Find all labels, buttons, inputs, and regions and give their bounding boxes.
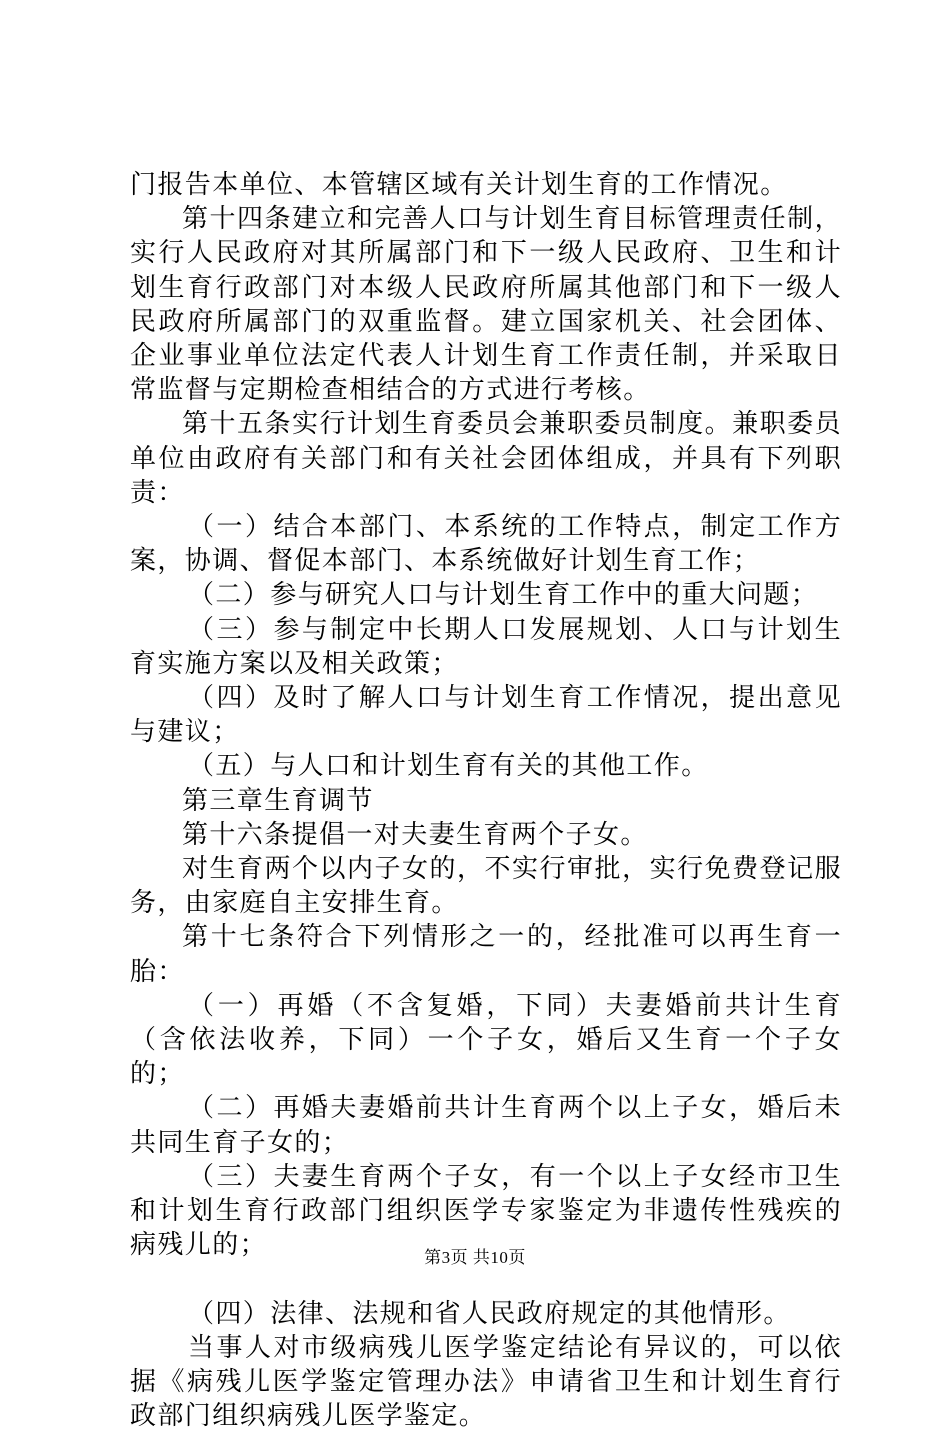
paragraph-article-17-item-2: （二）再婚夫妻婚前共计生育两个以上子女，婚后未共同生育子女的； [130, 1093, 842, 1158]
paragraph-article-15: 第十五条实行计划生育委员会兼职委员制度。兼职委员单位由政府有关部门和有关社会团体组成，并具有下列职责： [130, 409, 842, 508]
paragraph-appeal: 当事人对市级病残儿医学鉴定结论有异议的，可以依据《病残儿医学鉴定管理办法》申请省卫生和计划生育行政部门组织病残儿医学鉴定。 [130, 1332, 842, 1432]
paragraph-continuation: 门报告本单位、本管辖区域有关计划生育的工作情况。 [130, 170, 788, 200]
paragraph-article-17-item-1: （一）再婚（不含复婚，下同）夫妻婚前共计生育（含依法收养，下同）一个子女，婚后又生育一个子女的； [130, 990, 842, 1090]
paragraph-article-15-item-3: （三）参与制定中长期人口发展规划、人口与计划生育实施方案以及相关政策； [130, 614, 842, 679]
paragraph-article-17-item-3: （三）夫妻生育两个子女，有一个以上子女经市卫生和计划生育行政部门组织医学专家鉴定为非遗传性残疾的病残儿的； [130, 1161, 842, 1261]
paragraph-article-16: 第十六条提倡一对夫妻生育两个子女。 [182, 819, 648, 850]
paragraph-article-14: 第十四条建立和完善人口与计划生育目标管理责任制，实行人民政府对其所属部门和下一级人民政府、卫生和计划生育行政部门对本级人民政府所属其他部门和下一级人民政府所属部门的双重监督。建立国家机关、社会团体、企业事业单位法定代表人计划生育工作责任制，并采取日常监督与定期检查相结合的方式进行考核。 [130, 204, 842, 406]
paragraph-article-15-item-1: （一）结合本部门、本系统的工作特点，制定工作方案，协调、督促本部门、本系统做好计划生育工作； [130, 512, 842, 577]
paragraph-article-17: 第十七条符合下列情形之一的，经批准可以再生育一胎： [130, 922, 842, 987]
paragraph-article-15-item-5: （五）与人口和计划生育有关的其他工作。 [188, 751, 709, 782]
paragraph-article-17-item-4: （四）法律、法规和省人民政府规定的其他情形。 [188, 1298, 791, 1329]
paragraph-article-16-detail: 对生育两个以内子女的，不实行审批，实行免费登记服务，由家庭自主安排生育。 [130, 854, 842, 919]
page-number: 第3页 共10页 [424, 1248, 526, 1267]
paragraph-article-15-item-4: （四）及时了解人口与计划生育工作情况，提出意见与建议； [130, 683, 842, 748]
paragraph-article-15-item-2: （二）参与研究人口与计划生育工作中的重大问题； [188, 580, 819, 611]
chapter-heading: 第三章生育调节 [182, 785, 374, 816]
